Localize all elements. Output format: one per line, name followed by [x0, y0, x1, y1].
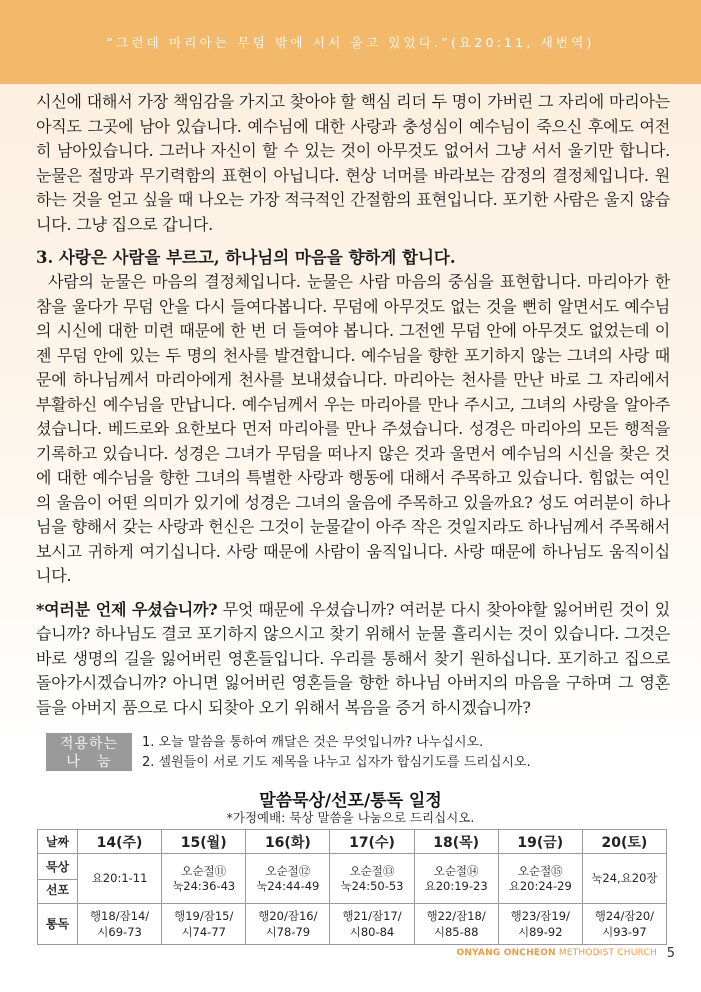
day-header: 14(주) [78, 830, 162, 854]
cell-line: 시74-77 [181, 925, 226, 939]
schedule-cell [414, 904, 498, 945]
church-name-bold: ONYANG ONCHEON [456, 948, 556, 958]
schedule-cell [414, 854, 498, 904]
row-label-reading: 통독 [38, 904, 78, 945]
day-header: 19(금) [498, 830, 582, 854]
application-sharing [38, 733, 678, 773]
apply-tag-line-1: 적용하는 [59, 736, 119, 752]
cell-line: 요20:1-11 [91, 871, 148, 885]
cell-line: 행20/잠16/ [258, 909, 318, 923]
schedule-cell [330, 904, 414, 945]
schedule-cell [498, 854, 582, 904]
day-header: 15(월) [162, 830, 246, 854]
cell-line: 요20:19-23 [424, 878, 488, 893]
row-label-line: 묵상 [45, 859, 70, 874]
cell-line: 오순절⑫ [265, 863, 311, 878]
apply-tag-line-2: 나 눔 [66, 754, 112, 770]
schedule-cell [246, 854, 330, 904]
apply-list [142, 733, 531, 772]
day-header: 17(수) [330, 830, 414, 854]
main-content [36, 90, 670, 720]
cell-line: 행22/잠18/ [426, 909, 486, 923]
meditation-row [38, 854, 667, 904]
schedule-cell [78, 854, 162, 904]
header-quote: “그런데 마리아는 무덤 밖에 서서 울고 있었다.”(요20:11, 새번역) [106, 35, 595, 50]
schedule-cell [78, 904, 162, 945]
cell-line: 시85-88 [433, 925, 479, 939]
apply-item: 1. 오늘 말씀을 통하여 깨달은 것은 무엇입니까? 나누십시오. [142, 735, 484, 750]
cell-line: 오순절⑭ [433, 863, 479, 878]
cell-line: 오순절⑬ [349, 863, 395, 878]
body-paragraph-1: 시신에 대해서 가장 책임감을 가지고 찾아야 할 핵심 리더 두 명이 가버린 그 자리에 마리아는 아직도 그곳에 남아 있습니다. 예수님에 대한 사랑과 충성심이 예수님이 죽으신 후에도 여전히 남아있습니다. 그러나 자신이 할 수 있는 것이 아무것도 없어서 그냥 서서 울기만 합니다. 눈물은 절망과 무기력함의 표현이 아닙니다. 현상 너머를 바라보는 감정의 결정체입니다. 원하는 것을 얻고 싶을 때 나오는 가장 적극적인 간절함의 표현입니다. 포기한 사람은 울지 않습니다. 그냥 집으로 갑니다. [36, 92, 670, 234]
schedule-title: 말씀묵상/선포/통독 일정 [259, 791, 442, 811]
cell-line: 눅24:44-49 [256, 878, 320, 893]
apply-item: 2. 셀원들이 서로 기도 제목을 나누고 십자가 합심기도를 드리십시오. [142, 754, 531, 770]
schedule-cell [162, 854, 246, 904]
cell-line: 행21/잠17/ [342, 909, 402, 923]
cell-line: 시93-97 [602, 925, 647, 939]
cell-line: 시78-79 [265, 925, 311, 939]
cell-line: 눅24:50-53 [340, 878, 404, 893]
cell-line: 시69-73 [97, 925, 142, 939]
cell-line: 시89-92 [518, 925, 563, 939]
cell-line: 오순절⑮ [517, 863, 563, 878]
body-paragraph-2: 사람의 눈물은 마음의 결정체입니다. 눈물은 사람 마음의 중심을 표현합니다. 마리아가 한참을 울다가 무덤 안을 다시 들여다봅니다. 무덤에 아무것도 없는 것을 뻔히 알면서도 예수님의 시신에 대한 미련 때문에 한 번 더 들여야 봅니다. 그전엔 무덤 안에 아무것도 없었는데 이젠 무덤 안에 있는 두 명의 천사를 발견합니다. 예수님을 향한 포기하지 않는 그녀의 사랑 때문에 하나님께서 마리아에게 천사를 보내셨습니다. 마리아는 천사를 만난 바로 그 자리에서 부활하신 예수님을 만납니다. 예수님께서 우는 마리아를 만나 주시고, 그녀의 사랑을 알아주셨습니다. 베드로와 요한보다 먼저 마리아를 만나 주셨습니다. 성경은 마리아의 모든 행적을 기록하고 있습니다. 성경은 그녀가 무덤을 떠나지 않은 것과 울면서 예수님의 시신을 찾은 것에 대한 예수님을 향한 그녀의 특별한 사랑과 행동에 대해서 주목하고 있습니다. 힘없는 여인의 울음이 어떤 의미가 있기에 성경은 그녀의 울음에 주목하고 있을까요? 성도 여러분이 하나님을 향해서 갖는 사랑과 헌신은 그것이 눈물같이 아주 작은 것일지라도 하나님께서 주목해서 보시고 귀하게 여기십니다. 사랑 때문에 사람이 움직입니다. 사랑 때문에 하나님도 움직이십니다. [36, 272, 670, 585]
cell-line: 눅24:36-43 [172, 878, 236, 893]
page-number: 5 [666, 946, 675, 961]
schedule-cell [498, 904, 582, 945]
body-paragraph-3 [36, 598, 670, 721]
schedule-header-row [38, 830, 667, 854]
cell-line: 행24/잠20/ [594, 909, 655, 923]
schedule-table [37, 829, 667, 945]
row-label-line: 선포 [38, 879, 77, 898]
schedule-cell [330, 854, 414, 904]
header-cell-date: 날짜 [38, 830, 78, 854]
cell-line: 행19/잠15/ [174, 909, 234, 923]
reading-row [38, 904, 667, 945]
schedule-cell [582, 904, 666, 945]
schedule-cell [246, 904, 330, 945]
day-header: 16(화) [246, 830, 330, 854]
schedule-cell [162, 904, 246, 945]
cell-line: 행18/잠14/ [89, 909, 150, 923]
row-label-meditation [38, 854, 78, 904]
section-3-title: 3. 사랑은 사람을 부르고, 하나님의 마음을 향하게 합니다. [36, 248, 456, 267]
cell-line: 오순절⑪ [181, 863, 227, 878]
schedule-subtitle: *가정예배: 묵상 말씀을 나눔으로 드리십시오. [226, 810, 475, 825]
schedule-cell [582, 854, 666, 904]
apply-tag [46, 733, 132, 771]
header-band [0, 0, 701, 84]
cell-line: 눅24,요20장 [591, 871, 658, 885]
cell-line: 행23/잠19/ [510, 909, 570, 923]
body-paragraph-3-text: 무엇 때문에 우셨습니까? 여러분 다시 찾아야할 잃어버린 것이 있습니까? 하나님도 결코 포기하지 않으시고 찾기 위해서 눈물 흘리시는 것이 있습니다. 그것은 바로 생명의 길을 잃어버린 영혼들입니다. 우리를 통해서 찾기 원하십니다. 포기하고 집으로 돌아가시겠습니까? 아니면 잃어버린 영혼들을 향한 하나님 아버지의 마음을 구하며 그 영혼들을 아버지 품으로 다시 되찾아 오기 위해서 복음을 증거 하시겠습니까? [36, 599, 670, 717]
day-header: 20(토) [582, 830, 666, 854]
church-name-rest: METHODIST CHURCH [555, 948, 657, 958]
cell-line: 시80-84 [349, 925, 395, 939]
cell-line: 요20:24-29 [508, 878, 572, 893]
question-lead: *여러분 언제 우셨습니까? [36, 599, 218, 619]
church-name [456, 948, 657, 958]
day-header: 18(목) [414, 830, 498, 854]
